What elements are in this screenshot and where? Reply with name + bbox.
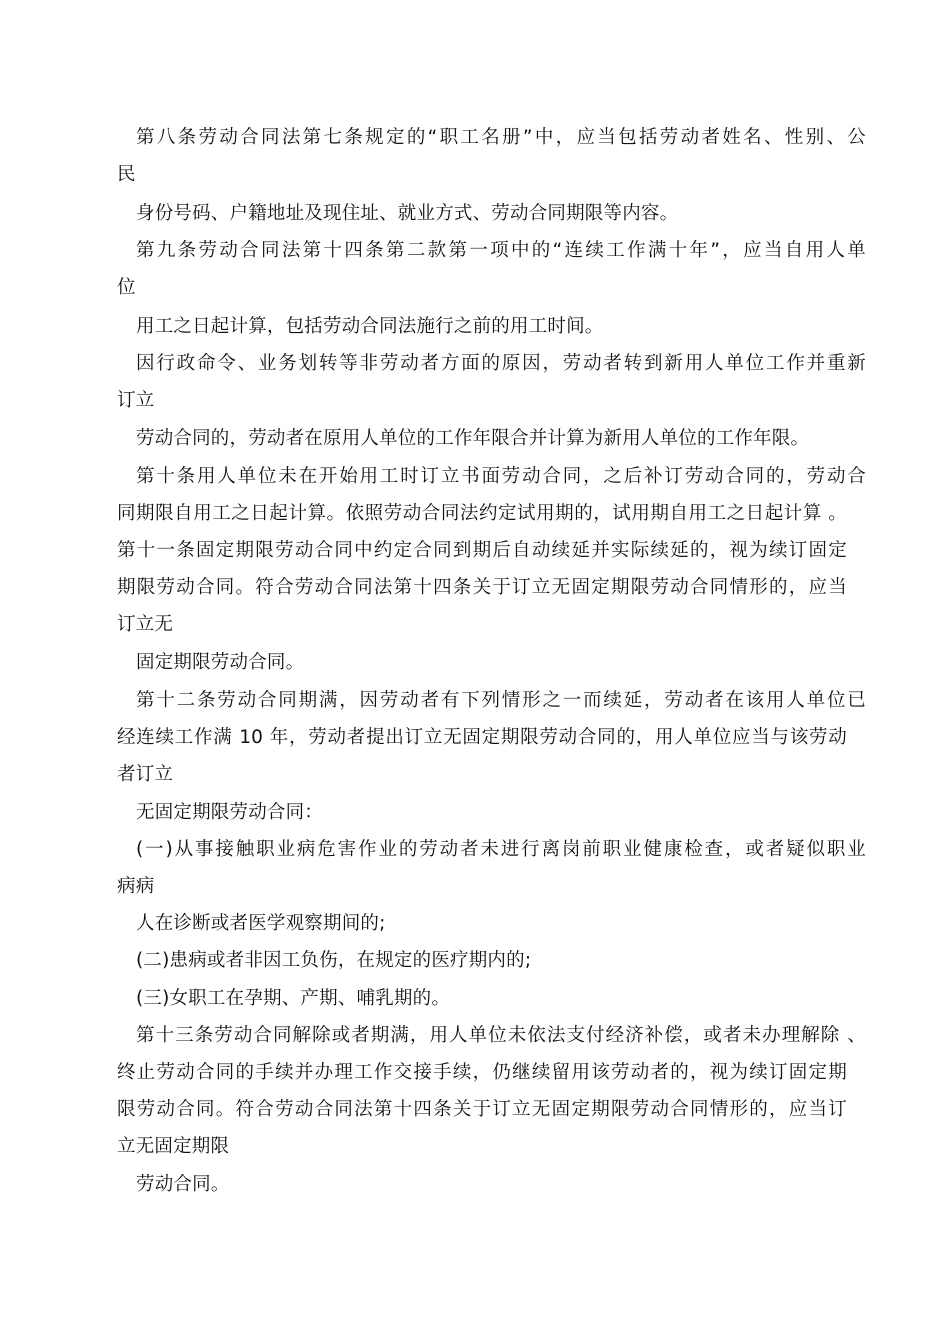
text-line: 立无固定期限	[117, 1136, 230, 1157]
text-line: 第八条劳动合同法第七条规定的“职工名册”中，应当包括劳动者姓名、性别、公	[136, 127, 866, 148]
text-line: 第十一条固定期限劳动合同中约定合同到期后自动续延并实际续延的，视为续订固定	[117, 540, 847, 561]
text-line: 第十二条劳动合同期满，因劳动者有下列情形之一而续延，劳动者在该用人单位已	[136, 690, 866, 711]
text-line: 人在诊断或者医学观察期间的;	[136, 913, 386, 934]
text-line: 期限劳动合同。符合劳动合同法第十四条关于订立无固定期限劳动合同情形的，应当	[117, 577, 847, 598]
text-line: 身份号码、户籍地址及现住址、就业方式、劳动合同期限等内容。	[136, 203, 679, 224]
text-line: 劳动合同。	[136, 1174, 230, 1195]
text-line: 用工之日起计算，包括劳动合同法施行之前的用工时间。	[136, 316, 604, 337]
text-line: (二)患病或者非因工负伤，在规定的医疗期内的;	[136, 950, 532, 971]
text-line: 第十条用人单位未在开始用工时订立书面劳动合同，之后补订劳动合同的，劳动合	[136, 466, 866, 487]
text-line: 者订立	[117, 764, 174, 785]
text-line: 民	[117, 164, 136, 185]
text-line: 限劳动合同。符合劳动合同法第十四条关于订立无固定期限劳动合同情形的，应当订	[117, 1099, 847, 1120]
text-line: 因行政命令、业务划转等非劳动者方面的原因，劳动者转到新用人单位工作并重新	[136, 353, 866, 374]
text-line: 劳动合同的，劳动者在原用人单位的工作年限合并计算为新用人单位的工作年限。	[136, 428, 810, 449]
text-line: (三)女职工在孕期、产期、哺乳期的。	[136, 988, 451, 1009]
text-line: 经连续工作满 10 年，劳动者提出订立无固定期限劳动合同的，用人单位应当与该劳动	[117, 727, 847, 748]
text-line: 第九条劳动合同法第十四条第二款第一项中的“连续工作满十年”，应当自用人单	[136, 240, 866, 261]
text-line: 第十三条劳动合同解除或者期满，用人单位未依法支付经济补偿，或者未办理解除 、	[136, 1025, 866, 1046]
text-line: 终止劳动合同的手续并办理工作交接手续，仍继续留用该劳动者的，视为续订固定期	[117, 1062, 847, 1083]
text-line: 同期限自用工之日起计算。依照劳动合同法约定试用期的，试用期自用工之日起计算 。	[117, 503, 847, 524]
text-line: 订立	[117, 390, 155, 411]
text-line: (一)从事接触职业病危害作业的劳动者未进行离岗前职业健康检查，或者疑似职业	[136, 839, 866, 860]
text-line: 订立无	[117, 614, 174, 635]
text-line: 固定期限劳动合同。	[136, 652, 305, 673]
text-line: 病病	[117, 876, 155, 897]
text-line: 位	[117, 277, 136, 298]
text-line: 无固定期限劳动合同：	[136, 802, 324, 823]
